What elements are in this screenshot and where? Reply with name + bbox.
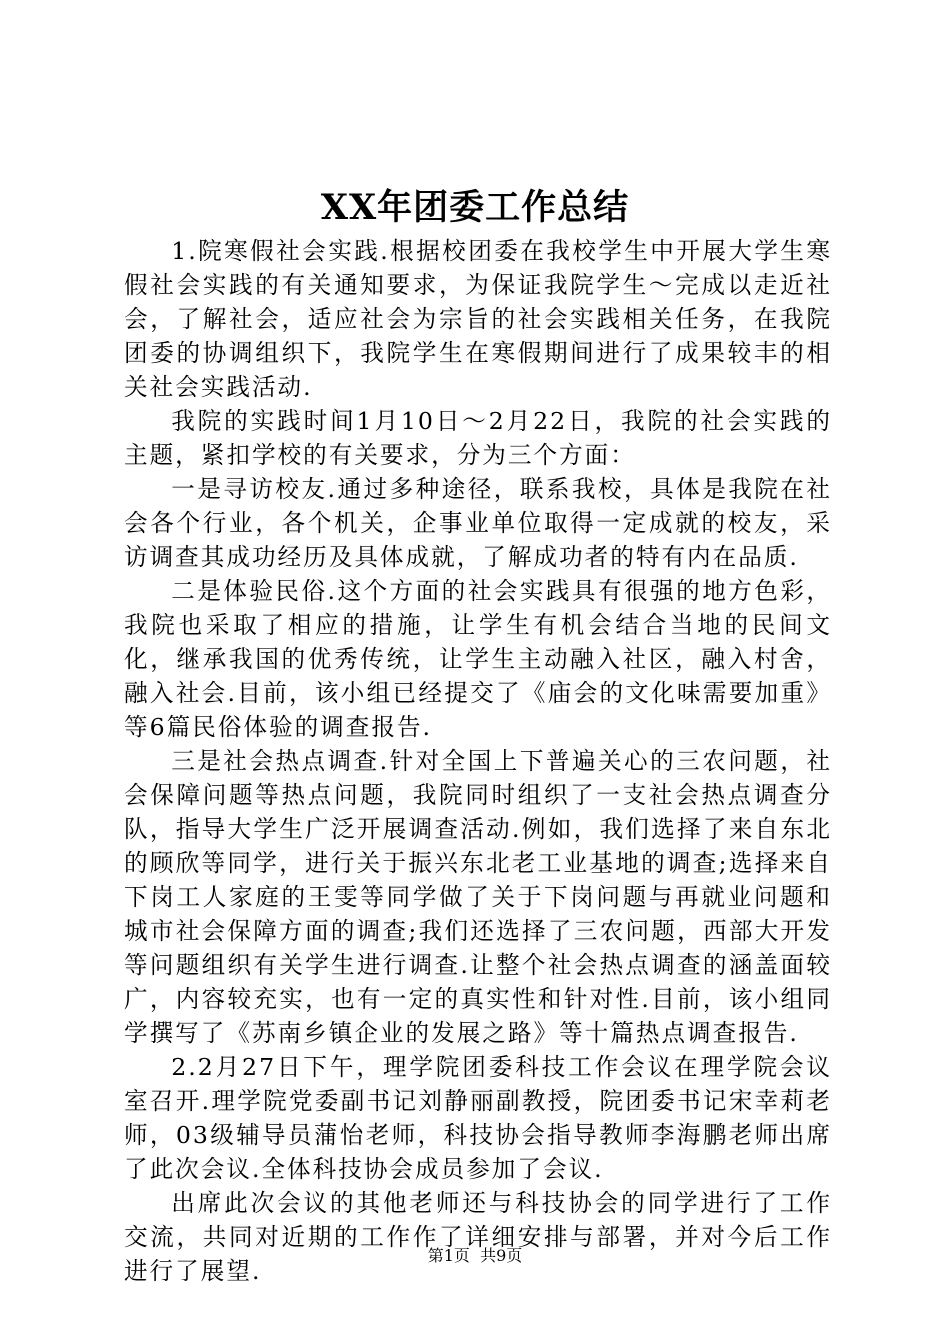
paragraph: 一是寻访校友.通过多种途径，联系我校，具体是我院在社会各个行业，各个机关，企事业单位取得一定成就的校友，采访调查其成功经历及具体成就，了解成功者的特有内在品质. [124,475,832,571]
paragraph: 出席此次会议的其他老师还与科技协会的同学进行了工作交流，共同对近期的工作作了详细安排与部署，并对今后工作进行了展望. [124,1189,832,1285]
paragraph: 1.院寒假社会实践.根据校团委在我校学生中开展大学生寒假社会实践的有关通知要求，为保证我院学生～完成以走近社会，了解社会，适应社会为宗旨的社会实践相关任务，在我院团委的协调组织下，我院学生在寒假期间进行了成果较丰的相关社会实践活动. [124,237,832,401]
paragraph: 2.2月27日下午，理学院团委科技工作会议在理学院会议室召开.理学院党委副书记刘静丽副教授，院团委书记宋幸莉老师，03级辅导员蒲怡老师，科技协会指导教师李海鹏老师出席了此次会议.全体科技协会成员参加了会议. [124,1053,832,1183]
page-total: 共9页 [480,1246,523,1265]
page-footer [0,1244,950,1268]
document-title: XX年团委工作总结 [320,187,630,228]
paragraph: 三是社会热点调查.针对全国上下普遍关心的三农问题，社会保障问题等热点问题，我院同时组织了一支社会热点调查分队，指导大学生广泛开展调查活动.例如，我们选择了来自东北的顾欣等同学，进行关于振兴东北老工业基地的调查;选择来自下岗工人家庭的王雯等同学做了关于下岗问题与再就业问题和城市社会保障方面的调查;我们还选择了三农问题，西部大开发等问题组织有关学生进行调查.让整个社会热点调查的涵盖面较广，内容较充实，也有一定的真实性和针对性.目前，该小组同学撰写了《苏南乡镇企业的发展之路》等十篇热点调查报告. [124,747,832,1047]
paragraph: 我院的实践时间1月10日～2月22日，我院的社会实践的主题，紧扣学校的有关要求，分为三个方面： [124,407,832,469]
paragraph: 二是体验民俗.这个方面的社会实践具有很强的地方色彩，我院也采取了相应的措施，让学生有机会结合当地的民间文化，继承我国的优秀传统，让学生主动融入社区，融入村舍，融入社会.目前，该小组已经提交了《庙会的文化味需要加重》等6篇民俗体验的调查报告. [124,577,832,741]
page-number: 第1页 [427,1246,470,1265]
document-body [124,234,832,1288]
